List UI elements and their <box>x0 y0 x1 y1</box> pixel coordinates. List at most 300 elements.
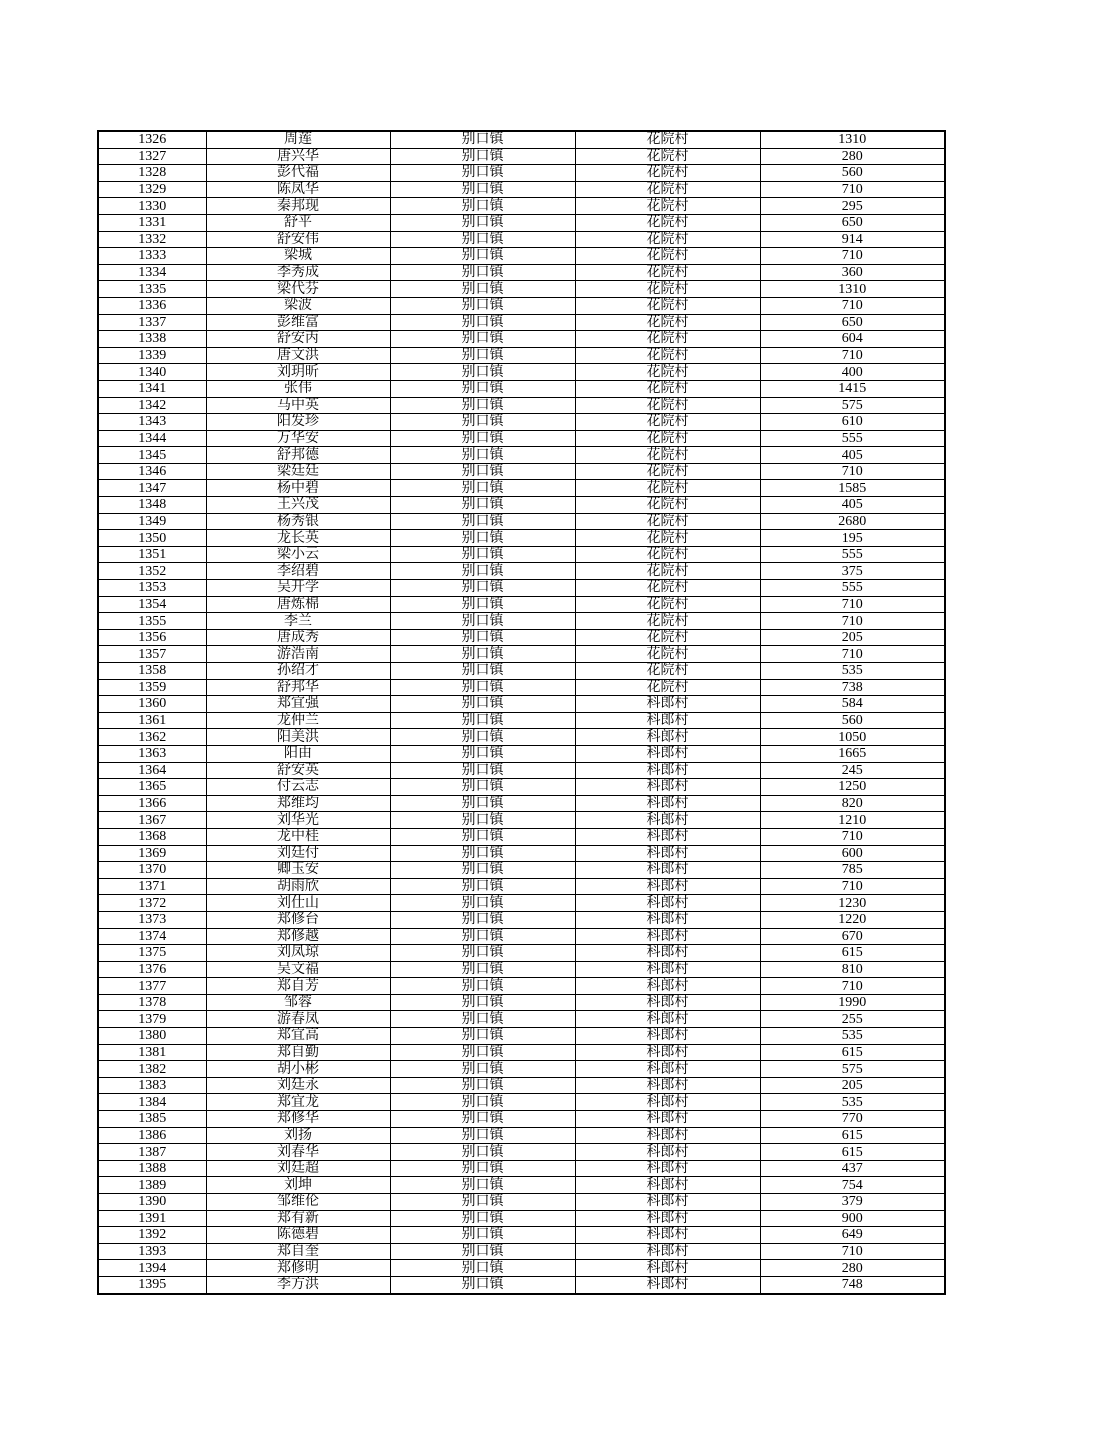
town-cell: 别口镇 <box>390 762 575 779</box>
name-cell: 周莲 <box>206 131 390 148</box>
amount-cell: 1585 <box>760 480 945 497</box>
table-row <box>98 1011 945 1028</box>
town-cell: 别口镇 <box>390 696 575 713</box>
row-number-cell: 1332 <box>98 231 206 248</box>
town-cell: 别口镇 <box>390 1144 575 1161</box>
row-number-cell: 1343 <box>98 414 206 431</box>
row-number-cell: 1359 <box>98 679 206 696</box>
name-cell: 刘凤琼 <box>206 945 390 962</box>
town-cell: 别口镇 <box>390 1044 575 1061</box>
table-row <box>98 497 945 514</box>
name-cell: 秦邦现 <box>206 198 390 215</box>
town-cell: 别口镇 <box>390 845 575 862</box>
amount-cell: 710 <box>760 248 945 265</box>
town-cell: 别口镇 <box>390 1077 575 1094</box>
row-number-cell: 1360 <box>98 696 206 713</box>
town-cell: 别口镇 <box>390 663 575 680</box>
table-row <box>98 978 945 995</box>
village-cell: 科郎村 <box>575 779 760 796</box>
amount-cell: 710 <box>760 613 945 630</box>
town-cell: 别口镇 <box>390 1028 575 1045</box>
village-cell: 花院村 <box>575 463 760 480</box>
row-number-cell: 1366 <box>98 795 206 812</box>
village-cell: 科郎村 <box>575 1210 760 1227</box>
name-cell: 张伟 <box>206 380 390 397</box>
table-row <box>98 480 945 497</box>
name-cell: 付云志 <box>206 779 390 796</box>
town-cell: 别口镇 <box>390 629 575 646</box>
table-row <box>98 447 945 464</box>
town-cell: 别口镇 <box>390 1276 575 1293</box>
row-number-cell: 1367 <box>98 812 206 829</box>
row-number-cell: 1389 <box>98 1177 206 1194</box>
town-cell: 别口镇 <box>390 447 575 464</box>
name-cell: 唐兴华 <box>206 148 390 165</box>
town-cell: 别口镇 <box>390 580 575 597</box>
village-cell: 花院村 <box>575 281 760 298</box>
row-number-cell: 1363 <box>98 745 206 762</box>
table-row <box>98 1177 945 1194</box>
village-cell: 科郎村 <box>575 1127 760 1144</box>
table-row <box>98 629 945 646</box>
table-row <box>98 712 945 729</box>
table-row <box>98 646 945 663</box>
table-row <box>98 364 945 381</box>
town-cell: 别口镇 <box>390 1210 575 1227</box>
row-number-cell: 1393 <box>98 1243 206 1260</box>
name-cell: 舒安伟 <box>206 231 390 248</box>
table-row <box>98 895 945 912</box>
village-cell: 花院村 <box>575 596 760 613</box>
table-row <box>98 1061 945 1078</box>
table-row <box>98 928 945 945</box>
table-row <box>98 397 945 414</box>
row-number-cell: 1395 <box>98 1276 206 1293</box>
row-number-cell: 1337 <box>98 314 206 331</box>
village-cell: 花院村 <box>575 546 760 563</box>
table-row <box>98 729 945 746</box>
village-cell: 科郎村 <box>575 1111 760 1128</box>
name-cell: 胡小彬 <box>206 1061 390 1078</box>
name-cell: 梁代芬 <box>206 281 390 298</box>
town-cell: 别口镇 <box>390 248 575 265</box>
town-cell: 别口镇 <box>390 1243 575 1260</box>
amount-cell: 584 <box>760 696 945 713</box>
village-cell: 科郎村 <box>575 928 760 945</box>
town-cell: 别口镇 <box>390 862 575 879</box>
table-row <box>98 679 945 696</box>
amount-cell: 710 <box>760 646 945 663</box>
name-cell: 梁廷廷 <box>206 463 390 480</box>
amount-cell: 710 <box>760 297 945 314</box>
town-cell: 别口镇 <box>390 1094 575 1111</box>
table-row <box>98 596 945 613</box>
name-cell: 马中英 <box>206 397 390 414</box>
name-cell: 郑宜龙 <box>206 1094 390 1111</box>
name-cell: 舒平 <box>206 214 390 231</box>
row-number-cell: 1357 <box>98 646 206 663</box>
name-cell: 阳美洪 <box>206 729 390 746</box>
name-cell: 刘廷超 <box>206 1160 390 1177</box>
amount-cell: 1220 <box>760 911 945 928</box>
row-number-cell: 1354 <box>98 596 206 613</box>
table-row <box>98 1227 945 1244</box>
village-cell: 花院村 <box>575 679 760 696</box>
amount-cell: 650 <box>760 314 945 331</box>
amount-cell: 710 <box>760 596 945 613</box>
amount-cell: 610 <box>760 414 945 431</box>
village-cell: 花院村 <box>575 629 760 646</box>
town-cell: 别口镇 <box>390 165 575 182</box>
table-row <box>98 1044 945 1061</box>
table-row <box>98 463 945 480</box>
row-number-cell: 1375 <box>98 945 206 962</box>
name-cell: 李绍碧 <box>206 563 390 580</box>
row-number-cell: 1383 <box>98 1077 206 1094</box>
amount-cell: 535 <box>760 663 945 680</box>
town-cell: 别口镇 <box>390 314 575 331</box>
town-cell: 别口镇 <box>390 463 575 480</box>
village-cell: 花院村 <box>575 297 760 314</box>
village-cell: 花院村 <box>575 613 760 630</box>
amount-cell: 280 <box>760 1260 945 1277</box>
amount-cell: 649 <box>760 1227 945 1244</box>
town-cell: 别口镇 <box>390 1227 575 1244</box>
amount-cell: 245 <box>760 762 945 779</box>
town-cell: 别口镇 <box>390 795 575 812</box>
amount-cell: 604 <box>760 331 945 348</box>
town-cell: 别口镇 <box>390 297 575 314</box>
row-number-cell: 1384 <box>98 1094 206 1111</box>
amount-cell: 255 <box>760 1011 945 1028</box>
village-cell: 科郎村 <box>575 828 760 845</box>
village-cell: 花院村 <box>575 497 760 514</box>
village-cell: 花院村 <box>575 563 760 580</box>
row-number-cell: 1348 <box>98 497 206 514</box>
name-cell: 刘坤 <box>206 1177 390 1194</box>
name-cell: 舒邦德 <box>206 447 390 464</box>
table-row <box>98 1127 945 1144</box>
town-cell: 别口镇 <box>390 214 575 231</box>
row-number-cell: 1365 <box>98 779 206 796</box>
table-row <box>98 1077 945 1094</box>
name-cell: 刘扬 <box>206 1127 390 1144</box>
village-cell: 花院村 <box>575 513 760 530</box>
town-cell: 别口镇 <box>390 1111 575 1128</box>
amount-cell: 555 <box>760 546 945 563</box>
name-cell: 龙仲兰 <box>206 712 390 729</box>
amount-cell: 900 <box>760 1210 945 1227</box>
town-cell: 别口镇 <box>390 148 575 165</box>
name-cell: 梁小云 <box>206 546 390 563</box>
town-cell: 别口镇 <box>390 779 575 796</box>
village-cell: 科郎村 <box>575 1260 760 1277</box>
village-cell: 花院村 <box>575 380 760 397</box>
town-cell: 别口镇 <box>390 828 575 845</box>
row-number-cell: 1341 <box>98 380 206 397</box>
village-cell: 花院村 <box>575 364 760 381</box>
village-cell: 花院村 <box>575 148 760 165</box>
amount-cell: 560 <box>760 712 945 729</box>
amount-cell: 375 <box>760 563 945 580</box>
name-cell: 刘华光 <box>206 812 390 829</box>
amount-cell: 710 <box>760 1243 945 1260</box>
name-cell: 刘玥昕 <box>206 364 390 381</box>
name-cell: 刘仕山 <box>206 895 390 912</box>
village-cell: 花院村 <box>575 530 760 547</box>
town-cell: 别口镇 <box>390 745 575 762</box>
amount-cell: 1665 <box>760 745 945 762</box>
village-cell: 科郎村 <box>575 729 760 746</box>
amount-cell: 280 <box>760 148 945 165</box>
town-cell: 别口镇 <box>390 530 575 547</box>
table-row <box>98 231 945 248</box>
table-row <box>98 845 945 862</box>
table-row <box>98 414 945 431</box>
table-row <box>98 1260 945 1277</box>
row-number-cell: 1380 <box>98 1028 206 1045</box>
name-cell: 舒邦华 <box>206 679 390 696</box>
village-cell: 花院村 <box>575 331 760 348</box>
amount-cell: 810 <box>760 961 945 978</box>
table-row <box>98 812 945 829</box>
village-cell: 花院村 <box>575 165 760 182</box>
village-cell: 花院村 <box>575 214 760 231</box>
village-cell: 花院村 <box>575 414 760 431</box>
row-number-cell: 1377 <box>98 978 206 995</box>
village-cell: 科郎村 <box>575 1044 760 1061</box>
town-cell: 别口镇 <box>390 264 575 281</box>
amount-cell: 738 <box>760 679 945 696</box>
name-cell: 杨中碧 <box>206 480 390 497</box>
village-cell: 科郎村 <box>575 945 760 962</box>
row-number-cell: 1336 <box>98 297 206 314</box>
amount-cell: 748 <box>760 1276 945 1293</box>
table-row <box>98 563 945 580</box>
amount-cell: 1310 <box>760 281 945 298</box>
name-cell: 邹维伦 <box>206 1194 390 1211</box>
name-cell: 龙中桂 <box>206 828 390 845</box>
table-row <box>98 1243 945 1260</box>
table-row <box>98 1194 945 1211</box>
name-cell: 郑修越 <box>206 928 390 945</box>
name-cell: 吴开学 <box>206 580 390 597</box>
row-number-cell: 1339 <box>98 347 206 364</box>
table-row <box>98 994 945 1011</box>
town-cell: 别口镇 <box>390 1127 575 1144</box>
town-cell: 别口镇 <box>390 812 575 829</box>
name-cell: 郑修台 <box>206 911 390 928</box>
town-cell: 别口镇 <box>390 1194 575 1211</box>
village-cell: 花院村 <box>575 580 760 597</box>
village-cell: 科郎村 <box>575 895 760 912</box>
amount-cell: 205 <box>760 1077 945 1094</box>
village-cell: 科郎村 <box>575 1243 760 1260</box>
row-number-cell: 1374 <box>98 928 206 945</box>
row-number-cell: 1361 <box>98 712 206 729</box>
amount-cell: 710 <box>760 828 945 845</box>
amount-cell: 615 <box>760 1127 945 1144</box>
row-number-cell: 1373 <box>98 911 206 928</box>
name-cell: 郑自勤 <box>206 1044 390 1061</box>
name-cell: 阳发珍 <box>206 414 390 431</box>
amount-cell: 710 <box>760 463 945 480</box>
village-cell: 花院村 <box>575 430 760 447</box>
town-cell: 别口镇 <box>390 961 575 978</box>
row-number-cell: 1371 <box>98 878 206 895</box>
amount-cell: 710 <box>760 181 945 198</box>
amount-cell: 1230 <box>760 895 945 912</box>
village-cell: 花院村 <box>575 198 760 215</box>
village-cell: 花院村 <box>575 231 760 248</box>
town-cell: 别口镇 <box>390 1177 575 1194</box>
village-cell: 科郎村 <box>575 994 760 1011</box>
village-cell: 花院村 <box>575 447 760 464</box>
name-cell: 游浩南 <box>206 646 390 663</box>
row-number-cell: 1364 <box>98 762 206 779</box>
amount-cell: 1050 <box>760 729 945 746</box>
amount-cell: 770 <box>760 1111 945 1128</box>
row-number-cell: 1330 <box>98 198 206 215</box>
row-number-cell: 1369 <box>98 845 206 862</box>
name-cell: 李方洪 <box>206 1276 390 1293</box>
village-cell: 科郎村 <box>575 762 760 779</box>
table-row <box>98 165 945 182</box>
row-number-cell: 1342 <box>98 397 206 414</box>
table-row <box>98 580 945 597</box>
town-cell: 别口镇 <box>390 497 575 514</box>
town-cell: 别口镇 <box>390 1260 575 1277</box>
row-number-cell: 1338 <box>98 331 206 348</box>
row-number-cell: 1394 <box>98 1260 206 1277</box>
town-cell: 别口镇 <box>390 928 575 945</box>
name-cell: 彭维富 <box>206 314 390 331</box>
amount-cell: 575 <box>760 1061 945 1078</box>
name-cell: 郑宜强 <box>206 696 390 713</box>
village-cell: 科郎村 <box>575 961 760 978</box>
name-cell: 游春凤 <box>206 1011 390 1028</box>
amount-cell: 560 <box>760 165 945 182</box>
table-row <box>98 546 945 563</box>
table-row <box>98 1276 945 1293</box>
table-row <box>98 779 945 796</box>
village-cell: 科郎村 <box>575 1094 760 1111</box>
village-cell: 花院村 <box>575 181 760 198</box>
table-row <box>98 613 945 630</box>
name-cell: 郑有新 <box>206 1210 390 1227</box>
row-number-cell: 1392 <box>98 1227 206 1244</box>
town-cell: 别口镇 <box>390 331 575 348</box>
row-number-cell: 1346 <box>98 463 206 480</box>
row-number-cell: 1353 <box>98 580 206 597</box>
village-cell: 花院村 <box>575 663 760 680</box>
name-cell: 王兴茂 <box>206 497 390 514</box>
name-cell: 唐成秀 <box>206 629 390 646</box>
amount-cell: 710 <box>760 347 945 364</box>
village-cell: 花院村 <box>575 397 760 414</box>
village-cell: 花院村 <box>575 248 760 265</box>
town-cell: 别口镇 <box>390 430 575 447</box>
town-cell: 别口镇 <box>390 181 575 198</box>
name-cell: 郑修明 <box>206 1260 390 1277</box>
row-number-cell: 1376 <box>98 961 206 978</box>
town-cell: 别口镇 <box>390 978 575 995</box>
village-cell: 科郎村 <box>575 712 760 729</box>
amount-cell: 710 <box>760 878 945 895</box>
village-cell: 科郎村 <box>575 812 760 829</box>
town-cell: 别口镇 <box>390 414 575 431</box>
name-cell: 郑自奎 <box>206 1243 390 1260</box>
town-cell: 别口镇 <box>390 480 575 497</box>
table-row <box>98 380 945 397</box>
table-row <box>98 795 945 812</box>
amount-cell: 1990 <box>760 994 945 1011</box>
village-cell: 科郎村 <box>575 1276 760 1293</box>
amount-cell: 379 <box>760 1194 945 1211</box>
town-cell: 别口镇 <box>390 878 575 895</box>
table-row <box>98 181 945 198</box>
amount-cell: 600 <box>760 845 945 862</box>
table-row <box>98 745 945 762</box>
town-cell: 别口镇 <box>390 596 575 613</box>
amount-cell: 400 <box>760 364 945 381</box>
amount-cell: 615 <box>760 1044 945 1061</box>
village-cell: 科郎村 <box>575 745 760 762</box>
table-row <box>98 214 945 231</box>
name-cell: 李兰 <box>206 613 390 630</box>
village-cell: 科郎村 <box>575 978 760 995</box>
table-row <box>98 762 945 779</box>
village-cell: 科郎村 <box>575 878 760 895</box>
row-number-cell: 1345 <box>98 447 206 464</box>
amount-cell: 2680 <box>760 513 945 530</box>
row-number-cell: 1347 <box>98 480 206 497</box>
amount-cell: 535 <box>760 1094 945 1111</box>
table-body <box>98 131 945 1294</box>
name-cell: 龙长英 <box>206 530 390 547</box>
amount-cell: 615 <box>760 1144 945 1161</box>
name-cell: 郑宜高 <box>206 1028 390 1045</box>
table-row <box>98 131 945 148</box>
table-row <box>98 878 945 895</box>
name-cell: 唐文洪 <box>206 347 390 364</box>
table-row <box>98 513 945 530</box>
table-row <box>98 430 945 447</box>
village-cell: 科郎村 <box>575 1194 760 1211</box>
name-cell: 阳由 <box>206 745 390 762</box>
row-number-cell: 1388 <box>98 1160 206 1177</box>
row-number-cell: 1391 <box>98 1210 206 1227</box>
row-number-cell: 1328 <box>98 165 206 182</box>
name-cell: 舒安英 <box>206 762 390 779</box>
town-cell: 别口镇 <box>390 911 575 928</box>
village-cell: 科郎村 <box>575 1160 760 1177</box>
row-number-cell: 1351 <box>98 546 206 563</box>
town-cell: 别口镇 <box>390 895 575 912</box>
row-number-cell: 1370 <box>98 862 206 879</box>
row-number-cell: 1327 <box>98 148 206 165</box>
amount-cell: 650 <box>760 214 945 231</box>
name-cell: 郑维均 <box>206 795 390 812</box>
name-cell: 郑自芳 <box>206 978 390 995</box>
name-cell: 刘春华 <box>206 1144 390 1161</box>
village-cell: 科郎村 <box>575 1144 760 1161</box>
town-cell: 别口镇 <box>390 563 575 580</box>
name-cell: 郑修华 <box>206 1111 390 1128</box>
row-number-cell: 1382 <box>98 1061 206 1078</box>
table-row <box>98 264 945 281</box>
amount-cell: 1210 <box>760 812 945 829</box>
